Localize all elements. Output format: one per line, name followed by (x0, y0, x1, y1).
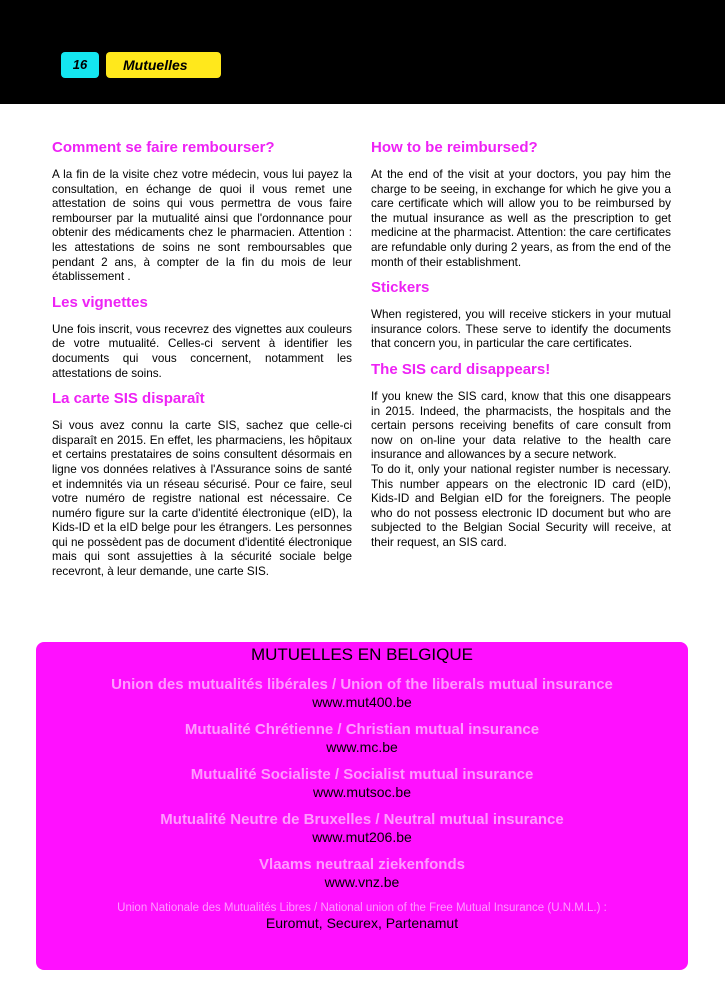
mutual-entry (36, 811, 688, 845)
box-title: MUTUELLES EN BELGIQUE (250, 645, 473, 664)
heading-stickers-fr: Les vignettes (52, 293, 148, 311)
heading-reimbursement-en: How to be reimbursed? (371, 139, 538, 156)
mutual-entry (36, 766, 688, 800)
paragraph-reimbursement-en: At the end of the visit at your doctors, you pay him the charge to be seeing, in exchange for which he give you a care certificate which will allow you to be reimbursed by the mutual insurance as well as the prescription to get medicine at the pharmacist. Attention: the care certificates are refundable only during 2 years, as from the end of the month of their establishment. (371, 168, 671, 269)
mutual-website-link[interactable]: www.mut206.be (312, 829, 412, 845)
mutual-entry (36, 676, 688, 710)
mutual-name: Vlaams neutraal ziekenfonds (259, 856, 465, 873)
paragraph-sis-card-fr: Si vous avez connu la carte SIS, sachez que celle-ci disparaît en 2015. En effet, les pharmaciens, les hôpitaux et certains prestataires de soins consultent désormais en ligne vos données relatives à l'Assurance soins de santé et indemnités via un réseau sécurisé. Pour ce faire, seul votre numéro de registre national est nécessaire. Ce numéro figure sur la carte d'identité électronique (eID), la Kids-ID et la eID belge pour les étrangers. Les personnes qui ne possèdent pas de document d'identité électronique mais qui sont assujetties à la sécurité sociale belge recevront, à leur demande, une carte SIS. (52, 419, 352, 579)
paragraph-sis-card-en-2: To do it, only your national register number is necessary. This number appears on the electronic ID card (eID), Kids-ID and Belgian eID for the foreigners. The people who do not possess electronic ID document but who are subjected to the Belgian Social Security will receive, at their request, an SIS card. (371, 462, 671, 549)
section-tab: Mutuelles (106, 52, 221, 78)
page-number-badge: 16 (61, 52, 99, 78)
unml-members: Euromut, Securex, Partenamut (265, 915, 459, 931)
paragraph-reimbursement-fr: A la fin de la visite chez votre médecin, vous lui payez la consultation, en échange de quoi il vous remet une attestation de soins qui vous permettra de vous faire rembourser par la mutualité ainsi que l'ordonnance pour obtenir des médicaments chez le pharmacien. Attention : les attestations de soins ne sont remboursables que pendant 2 ans, à compter de la fin du mois de leur établissement . (52, 168, 352, 284)
paragraph-stickers-en: When registered, you will receive stickers in your mutual insurance colors. These serve to identify the documents that concern you, in particular the care certificates. (371, 308, 671, 351)
paragraph-sis-card-en: If you knew the SIS card, know that this one disappears in 2015. Indeed, the pharmacists, the hospitals and the certain persons receiving benefits of care consult from now on on-line your data relative to the health care insurance and allowances by a secure network. (371, 389, 671, 462)
mutual-name: Mutualité Neutre de Bruxelles / Neutral mutual insurance (160, 811, 564, 828)
mutual-website-link[interactable]: www.mc.be (326, 739, 398, 755)
mutual-website-link[interactable]: www.vnz.be (324, 874, 400, 890)
english-column (371, 138, 671, 558)
mutual-entry (36, 856, 688, 890)
heading-reimbursement-fr: Comment se faire rembourser? (52, 139, 275, 156)
mutuelles-info-box (36, 642, 688, 970)
mutual-entry (36, 721, 688, 755)
heading-sis-card-en: The SIS card disappears! (371, 360, 551, 378)
mutual-name: Mutualité Socialiste / Socialist mutual insurance (190, 766, 534, 783)
unml-footnote: Union Nationale des Mutualités Libres / National union of the Free Mutual Insurance (U.N.M.L.) : (117, 902, 607, 914)
mutual-name: Union des mutualités libérales / Union of the liberals mutual insurance (111, 676, 613, 693)
mutual-name: Mutualité Chrétienne / Christian mutual insurance (184, 721, 540, 738)
mutual-website-link[interactable]: www.mut400.be (312, 694, 412, 710)
paragraph-stickers-fr: Une fois inscrit, vous recevrez des vignettes aux couleurs de votre mutualité. Celles-ci servent à identifier les documents qui vous concernent, notamment les attestations de soins. (52, 322, 352, 380)
french-column (52, 138, 352, 588)
mutual-website-link[interactable]: www.mutsoc.be (312, 784, 412, 800)
heading-stickers-en: Stickers (371, 279, 430, 297)
heading-sis-card-fr: La carte SIS disparaît (52, 390, 205, 408)
